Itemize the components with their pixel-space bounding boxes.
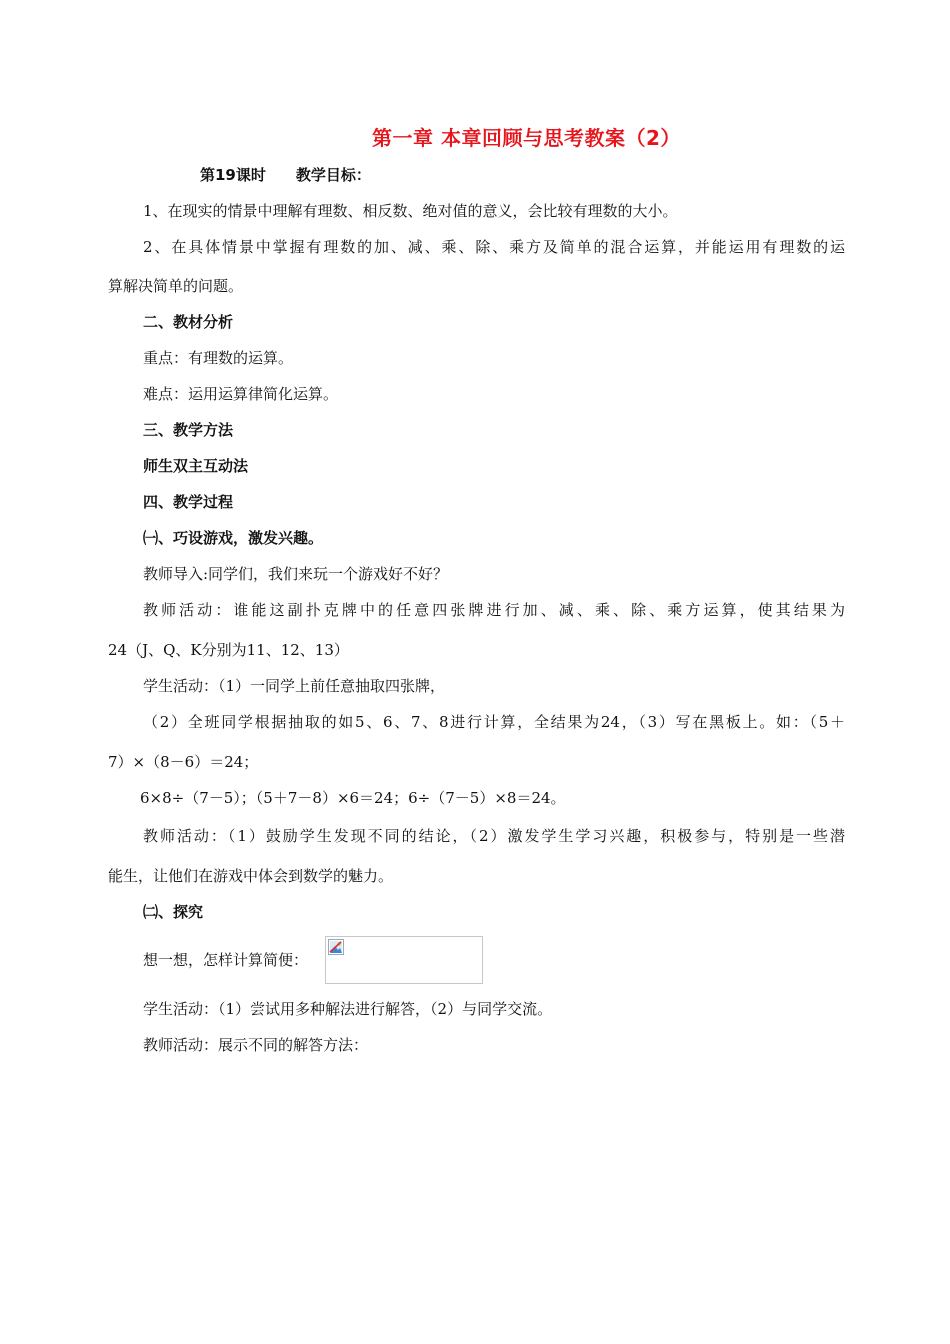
teaching-method: 师生双主互动法 xyxy=(143,457,249,475)
section-heading-methods: 三、教学方法 xyxy=(143,421,234,439)
teacher-activity-1-continued: 24（J、Q、K分别为11、12、13） xyxy=(108,641,349,659)
teacher-activity-3: 教师活动：展示不同的解答方法： xyxy=(143,1036,369,1054)
formula-image xyxy=(325,936,483,984)
teacher-intro: 教师导入:同学们，我们来玩一个游戏好不好？ xyxy=(143,565,449,583)
think-prompt: 想一想，怎样计算简便： xyxy=(143,951,309,969)
calculation-examples: 6×8÷（7－5）；（5＋7－8）×6＝24；6÷（7－5）×8＝24。 xyxy=(140,789,566,807)
objective-1: 1、在现实的情景中理解有理数、相反数、绝对值的意义，会比较有理数的大小。 xyxy=(143,202,678,220)
part-2-heading: ㈡、探究 xyxy=(143,903,204,921)
difficulty-point: 难点：运用运算律简化运算。 xyxy=(143,385,339,403)
objective-2: 2、在具体情景中掌握有理数的加、减、乘、除、乘方及简单的混合运算，并能运用有理数的运 xyxy=(143,238,845,256)
teacher-activity-1: 教师活动：谁能这副扑克牌中的任意四张牌进行加、减、乘、除、乘方运算，使其结果为 xyxy=(143,601,845,619)
objective-2-continued: 算解决简单的问题。 xyxy=(108,277,244,295)
student-activity-3: 学生活动：（1）尝试用多种解法进行解答，（2）与同学交流。 xyxy=(143,1000,553,1018)
student-activity-2-continued: 7）×（8－6）＝24； xyxy=(108,753,259,771)
teacher-activity-2: 教师活动：（1）鼓励学生发现不同的结论，（2）激发学生学习兴趣，积极参与，特别是一些潜 xyxy=(143,827,845,845)
student-activity-1: 学生活动：（1）一同学上前任意抽取四张牌， xyxy=(143,677,446,695)
lesson-header: 第19课时 教学目标： xyxy=(200,166,371,184)
part-1-heading: ㈠、巧设游戏，激发兴趣。 xyxy=(143,529,324,547)
teacher-activity-2-continued: 能生，让他们在游戏中体会到数学的魅力。 xyxy=(108,867,394,885)
broken-image-icon xyxy=(328,939,344,955)
page-title: 第一章 本章回顾与思考教案（2） xyxy=(372,126,681,150)
student-activity-2: （2）全班同学根据抽取的如5、6、7、8进行计算，全结果为24，（3）写在黑板上。如：（5＋ xyxy=(143,713,845,731)
section-heading-process: 四、教学过程 xyxy=(143,493,234,511)
section-heading-materials: 二、教材分析 xyxy=(143,313,234,331)
key-point: 重点：有理数的运算。 xyxy=(143,349,294,367)
